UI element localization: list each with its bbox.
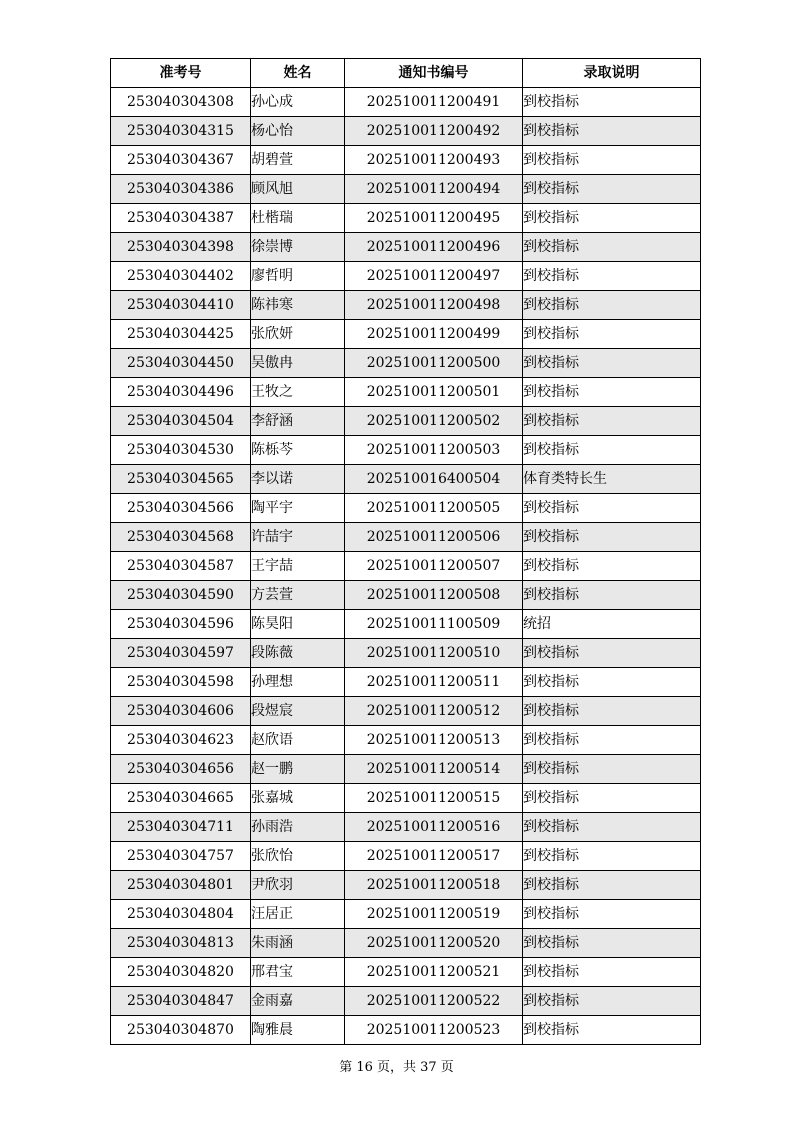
notice-number-cell: 202510011200499 xyxy=(345,320,523,349)
name-cell: 胡碧萱 xyxy=(251,146,345,175)
admission-note-cell: 到校指标 xyxy=(523,871,701,900)
notice-number-cell: 202510011200522 xyxy=(345,987,523,1016)
admission-note-cell: 到校指标 xyxy=(523,1016,701,1045)
table-row xyxy=(111,871,701,900)
name-cell: 段煜宸 xyxy=(251,697,345,726)
admission-note-cell: 到校指标 xyxy=(523,900,701,929)
exam-number-cell: 253040304598 xyxy=(111,668,251,697)
table-row xyxy=(111,813,701,842)
table-row xyxy=(111,668,701,697)
notice-number-cell: 202510011200508 xyxy=(345,581,523,610)
notice-number-cell: 202510011200517 xyxy=(345,842,523,871)
admission-note-cell: 到校指标 xyxy=(523,842,701,871)
table-row xyxy=(111,523,701,552)
exam-number-cell: 253040304757 xyxy=(111,842,251,871)
name-cell: 孙雨浩 xyxy=(251,813,345,842)
exam-number-cell: 253040304870 xyxy=(111,1016,251,1045)
exam-number-cell: 253040304387 xyxy=(111,204,251,233)
table-row xyxy=(111,407,701,436)
admission-note-cell: 到校指标 xyxy=(523,958,701,987)
header-notice-number: 通知书编号 xyxy=(345,59,523,88)
exam-number-cell: 253040304597 xyxy=(111,639,251,668)
table-row xyxy=(111,697,701,726)
table-row xyxy=(111,204,701,233)
table-row xyxy=(111,175,701,204)
exam-number-cell: 253040304530 xyxy=(111,436,251,465)
table-row xyxy=(111,291,701,320)
exam-number-cell: 253040304847 xyxy=(111,987,251,1016)
exam-number-cell: 253040304568 xyxy=(111,523,251,552)
name-cell: 方芸萱 xyxy=(251,581,345,610)
notice-number-cell: 202510011200519 xyxy=(345,900,523,929)
notice-number-cell: 202510011200500 xyxy=(345,349,523,378)
name-cell: 朱雨涵 xyxy=(251,929,345,958)
exam-number-cell: 253040304711 xyxy=(111,813,251,842)
name-cell: 徐崇博 xyxy=(251,233,345,262)
exam-number-cell: 253040304367 xyxy=(111,146,251,175)
table-row xyxy=(111,320,701,349)
notice-number-cell: 202510011200493 xyxy=(345,146,523,175)
notice-number-cell: 202510011200518 xyxy=(345,871,523,900)
exam-number-cell: 253040304315 xyxy=(111,117,251,146)
notice-number-cell: 202510011200505 xyxy=(345,494,523,523)
admission-note-cell: 到校指标 xyxy=(523,436,701,465)
name-cell: 陈昊阳 xyxy=(251,610,345,639)
notice-number-cell: 202510011200511 xyxy=(345,668,523,697)
admission-note-cell: 到校指标 xyxy=(523,204,701,233)
admission-note-cell: 到校指标 xyxy=(523,929,701,958)
exam-number-cell: 253040304308 xyxy=(111,88,251,117)
admission-note-cell: 到校指标 xyxy=(523,784,701,813)
notice-number-cell: 202510011200516 xyxy=(345,813,523,842)
name-cell: 许喆宇 xyxy=(251,523,345,552)
notice-number-cell: 202510011200513 xyxy=(345,726,523,755)
notice-number-cell: 202510011200494 xyxy=(345,175,523,204)
name-cell: 赵欣语 xyxy=(251,726,345,755)
notice-number-cell: 202510011200492 xyxy=(345,117,523,146)
exam-number-cell: 253040304590 xyxy=(111,581,251,610)
table-row xyxy=(111,349,701,378)
table-row xyxy=(111,726,701,755)
notice-number-cell: 202510011200491 xyxy=(345,88,523,117)
name-cell: 陈栎芩 xyxy=(251,436,345,465)
notice-number-cell: 202510011200498 xyxy=(345,291,523,320)
table-row xyxy=(111,117,701,146)
name-cell: 孙理想 xyxy=(251,668,345,697)
exam-number-cell: 253040304504 xyxy=(111,407,251,436)
table-header-row xyxy=(111,59,701,88)
notice-number-cell: 202510011200501 xyxy=(345,378,523,407)
admission-note-cell: 到校指标 xyxy=(523,581,701,610)
exam-number-cell: 253040304804 xyxy=(111,900,251,929)
name-cell: 吴傲冉 xyxy=(251,349,345,378)
name-cell: 李以诺 xyxy=(251,465,345,494)
table-row xyxy=(111,494,701,523)
table-body xyxy=(111,88,701,1045)
exam-number-cell: 253040304566 xyxy=(111,494,251,523)
admission-note-cell: 到校指标 xyxy=(523,146,701,175)
notice-number-cell: 202510011200497 xyxy=(345,262,523,291)
admission-note-cell: 到校指标 xyxy=(523,117,701,146)
notice-number-cell: 202510011200512 xyxy=(345,697,523,726)
table-row xyxy=(111,639,701,668)
name-cell: 陶平宇 xyxy=(251,494,345,523)
table-row xyxy=(111,146,701,175)
table-row xyxy=(111,900,701,929)
name-cell: 杨心怡 xyxy=(251,117,345,146)
notice-number-cell: 202510011200506 xyxy=(345,523,523,552)
admission-note-cell: 到校指标 xyxy=(523,262,701,291)
exam-number-cell: 253040304665 xyxy=(111,784,251,813)
table-row xyxy=(111,552,701,581)
exam-number-cell: 253040304450 xyxy=(111,349,251,378)
name-cell: 张欣妍 xyxy=(251,320,345,349)
admission-note-cell: 到校指标 xyxy=(523,552,701,581)
name-cell: 张嘉城 xyxy=(251,784,345,813)
admission-note-cell: 到校指标 xyxy=(523,407,701,436)
table-row xyxy=(111,262,701,291)
notice-number-cell: 202510011200495 xyxy=(345,204,523,233)
admission-note-cell: 到校指标 xyxy=(523,494,701,523)
admission-note-cell: 统招 xyxy=(523,610,701,639)
admission-note-cell: 到校指标 xyxy=(523,697,701,726)
admission-note-cell: 到校指标 xyxy=(523,755,701,784)
header-exam-number: 准考号 xyxy=(111,59,251,88)
exam-number-cell: 253040304410 xyxy=(111,291,251,320)
notice-number-cell: 202510011200523 xyxy=(345,1016,523,1045)
name-cell: 金雨嘉 xyxy=(251,987,345,1016)
name-cell: 廖哲明 xyxy=(251,262,345,291)
exam-number-cell: 253040304425 xyxy=(111,320,251,349)
table-row xyxy=(111,581,701,610)
name-cell: 张欣怡 xyxy=(251,842,345,871)
notice-number-cell: 202510011200521 xyxy=(345,958,523,987)
table-row xyxy=(111,465,701,494)
exam-number-cell: 253040304820 xyxy=(111,958,251,987)
admission-note-cell: 到校指标 xyxy=(523,639,701,668)
admission-note-cell: 到校指标 xyxy=(523,813,701,842)
notice-number-cell: 202510011200502 xyxy=(345,407,523,436)
notice-number-cell: 202510011200496 xyxy=(345,233,523,262)
table-row xyxy=(111,755,701,784)
admission-note-cell: 到校指标 xyxy=(523,175,701,204)
exam-number-cell: 253040304402 xyxy=(111,262,251,291)
name-cell: 邢君宝 xyxy=(251,958,345,987)
table-row xyxy=(111,1016,701,1045)
name-cell: 顾风旭 xyxy=(251,175,345,204)
table-row xyxy=(111,378,701,407)
admission-note-cell: 体育类特长生 xyxy=(523,465,701,494)
admission-note-cell: 到校指标 xyxy=(523,987,701,1016)
exam-number-cell: 253040304801 xyxy=(111,871,251,900)
table-row xyxy=(111,436,701,465)
table-row xyxy=(111,233,701,262)
table-row xyxy=(111,958,701,987)
name-cell: 汪居正 xyxy=(251,900,345,929)
exam-number-cell: 253040304398 xyxy=(111,233,251,262)
table-row xyxy=(111,842,701,871)
notice-number-cell: 202510011200515 xyxy=(345,784,523,813)
name-cell: 段陈薇 xyxy=(251,639,345,668)
table-row xyxy=(111,929,701,958)
name-cell: 王牧之 xyxy=(251,378,345,407)
name-cell: 孙心成 xyxy=(251,88,345,117)
name-cell: 李舒涵 xyxy=(251,407,345,436)
admission-note-cell: 到校指标 xyxy=(523,523,701,552)
admission-note-cell: 到校指标 xyxy=(523,291,701,320)
notice-number-cell: 202510011200510 xyxy=(345,639,523,668)
name-cell: 王宇喆 xyxy=(251,552,345,581)
name-cell: 陶雅晨 xyxy=(251,1016,345,1045)
admission-note-cell: 到校指标 xyxy=(523,88,701,117)
exam-number-cell: 253040304565 xyxy=(111,465,251,494)
exam-number-cell: 253040304656 xyxy=(111,755,251,784)
admission-note-cell: 到校指标 xyxy=(523,233,701,262)
admission-note-cell: 到校指标 xyxy=(523,378,701,407)
notice-number-cell: 202510011200507 xyxy=(345,552,523,581)
notice-number-cell: 202510011200514 xyxy=(345,755,523,784)
exam-number-cell: 253040304496 xyxy=(111,378,251,407)
table-row xyxy=(111,784,701,813)
notice-number-cell: 202510011200520 xyxy=(345,929,523,958)
name-cell: 尹欣羽 xyxy=(251,871,345,900)
name-cell: 赵一鹏 xyxy=(251,755,345,784)
table-row xyxy=(111,88,701,117)
table-row xyxy=(111,610,701,639)
admission-note-cell: 到校指标 xyxy=(523,726,701,755)
exam-number-cell: 253040304606 xyxy=(111,697,251,726)
admission-note-cell: 到校指标 xyxy=(523,320,701,349)
exam-number-cell: 253040304587 xyxy=(111,552,251,581)
admission-note-cell: 到校指标 xyxy=(523,668,701,697)
exam-number-cell: 253040304813 xyxy=(111,929,251,958)
notice-number-cell: 202510016400504 xyxy=(345,465,523,494)
name-cell: 陈祎寒 xyxy=(251,291,345,320)
admission-note-cell: 到校指标 xyxy=(523,349,701,378)
header-name: 姓名 xyxy=(251,59,345,88)
exam-number-cell: 253040304386 xyxy=(111,175,251,204)
name-cell: 杜楷瑞 xyxy=(251,204,345,233)
page-footer: 第 16 页，共 37 页 xyxy=(339,1060,454,1075)
exam-number-cell: 253040304623 xyxy=(111,726,251,755)
header-admission-note: 录取说明 xyxy=(523,59,701,88)
admission-table xyxy=(110,58,701,1045)
table-row xyxy=(111,987,701,1016)
notice-number-cell: 202510011100509 xyxy=(345,610,523,639)
notice-number-cell: 202510011200503 xyxy=(345,436,523,465)
exam-number-cell: 253040304596 xyxy=(111,610,251,639)
